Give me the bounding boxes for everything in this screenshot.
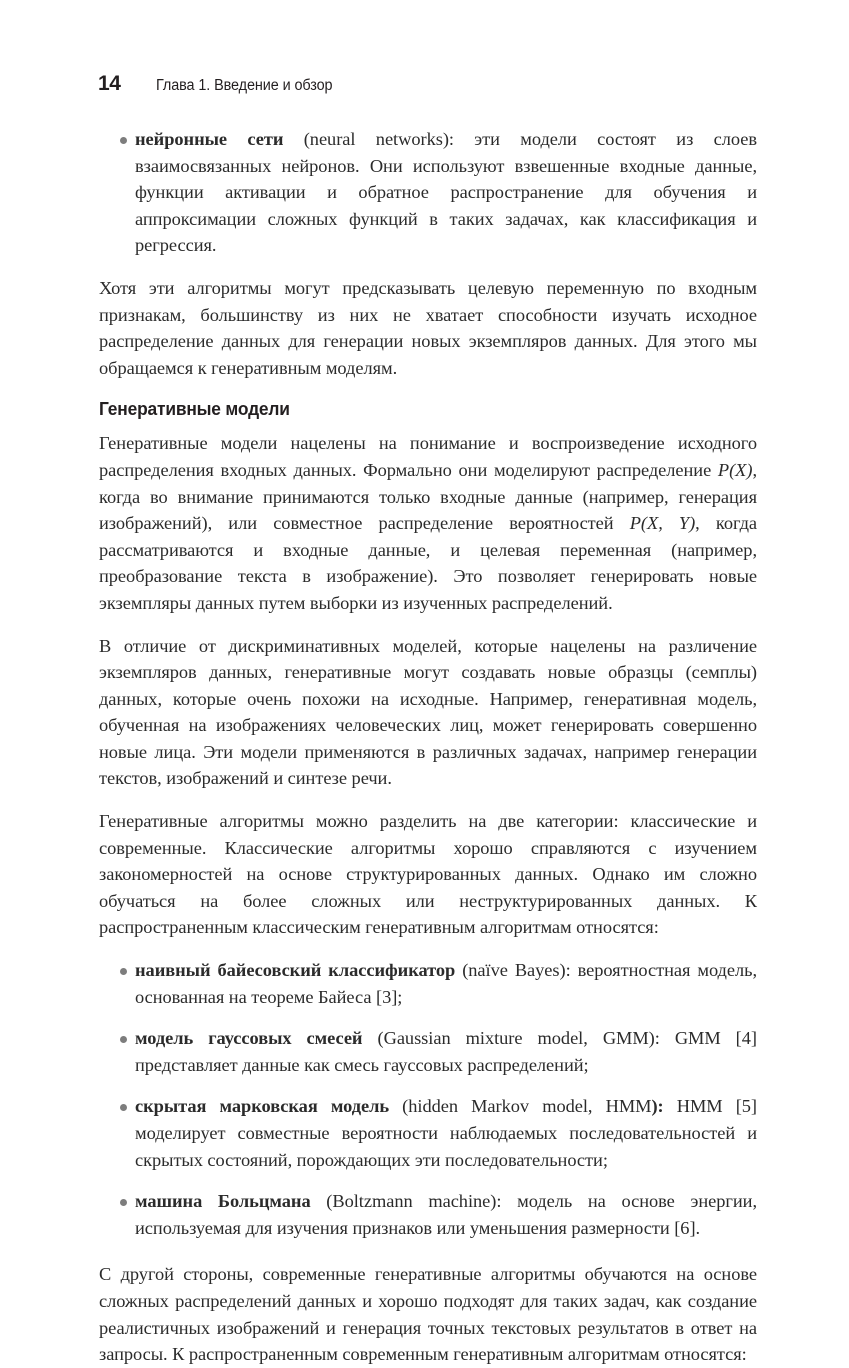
chapter-title: Глава 1. Введение и обзор <box>156 77 333 94</box>
list-item-term: нейронные сети <box>135 129 284 149</box>
list-item-text: (Gaussian mixture model, GMM): GMM [4] представляет данные как смесь гауссовых распределений; <box>135 1028 757 1075</box>
list-item-text: (naïve Bayes): вероятностная модель, основанная на теореме Байеса [3]; <box>135 960 757 1007</box>
paragraph-part-b: , когда во внимание принимаются только входные данные (например, генерация изображений), или совместное распределение вероятностей <box>99 459 757 534</box>
paragraph-modern-algorithms: С другой стороны, современные генеративные алгоритмы обучаются на основе сложных распределений данных и хорошо подходят для таких задач, как создание реалистичных изображений и генерация точных текстовых результатов в ответ на запросы. К распространенным современным генеративным алгоритмам относятся: <box>99 1264 757 1365</box>
bullet-dot-icon <box>120 137 127 144</box>
list-item-text: HMM [5] моделирует совместные вероятности наблюдаемых последовательностей и скрытых состояний, порождающих эти последовательности; <box>135 1096 757 1170</box>
list-item-text-mid: (hidden Markov model, HMM <box>389 1096 652 1117</box>
bullet-dot-icon <box>120 968 127 975</box>
list-item <box>99 1188 757 1241</box>
math-p-of-x: P(X) <box>717 459 753 480</box>
list-item <box>99 1025 757 1078</box>
bullet-dot-icon <box>120 1036 127 1043</box>
bullet-dot-icon <box>120 1104 127 1111</box>
paragraph-generative-definition <box>99 430 757 616</box>
list-item-term-tail: ): <box>651 1096 664 1117</box>
bullet-dot-icon <box>120 1199 127 1206</box>
math-p-of-x-y: P(X, Y) <box>629 513 696 534</box>
text-column <box>99 126 757 1368</box>
paragraph-discriminative-comparison: В отличие от дискриминативных моделей, которые нацелены на различение экземпляров данных, генеративные могут создавать новые образцы (семплы) данных, которые очень похожи на исходные. Например, генеративная модель, обученная на изображениях человеческих лиц, может генерировать совершенно новые лица. Эти модели применяются в различных задачах, например генерации текстов, изображений и синтезе речи. <box>99 635 757 789</box>
list-item <box>99 1093 757 1173</box>
page-number: 14 <box>98 72 121 95</box>
list-item-term: модель гауссовых смесей <box>135 1028 363 1049</box>
list-item-term: машина Больцмана <box>135 1191 311 1212</box>
paragraph-part-a: Генеративные модели нацелены на понимание и воспроизведение исходного распределения входных данных. Формально они моделируют распределение <box>99 433 757 480</box>
paragraph-categories: Генеративные алгоритмы можно разделить на две категории: классические и современные. Классические алгоритмы хорошо справляются с изучением закономерностей на основе структурированных данных. Однако им сложно обучаться на более сложных или неструктурированных данных. К распространенным классическим генеративным алгоритмам относятся: <box>99 811 757 938</box>
neural-networks-list <box>99 126 757 259</box>
paragraph-part-c: , когда рассматриваются и входные данные, и целевая переменная (например, преобразование текста в изображение). Это позволяет генерировать новые экземпляры данных путем выборки из изученных распределений. <box>99 513 757 613</box>
classical-algorithms-list <box>99 957 757 1241</box>
subheading-generative-models: Генеративные модели <box>99 398 290 420</box>
list-item-text: (neural networks): эти модели состоят из слоев взаимосвязанных нейронов. Они используют взвешенные входные данные, функции активации и обратное распространение для обучения и аппроксимации сложных функций в таких задачах, как классификация и регрессия. <box>135 129 757 256</box>
list-item <box>99 957 757 1010</box>
list-item-term: скрытая марковская модель <box>135 1096 390 1117</box>
running-head <box>98 72 346 96</box>
list-item-term: наивный байесовский классификатор <box>135 960 456 981</box>
paragraph-algorithms: Хотя эти алгоритмы могут предсказывать целевую переменную по входным признакам, большинству из них не хватает способности изучать исходное распределение данных для генерации новых экземпляров данных. Для этого мы обращаемся к генеративным моделям. <box>99 277 757 378</box>
list-item-text: (Boltzmann machine): модель на основе энергии, используемая для изучения признаков или уменьшения размерности [6]. <box>135 1191 757 1238</box>
list-item <box>99 126 757 259</box>
